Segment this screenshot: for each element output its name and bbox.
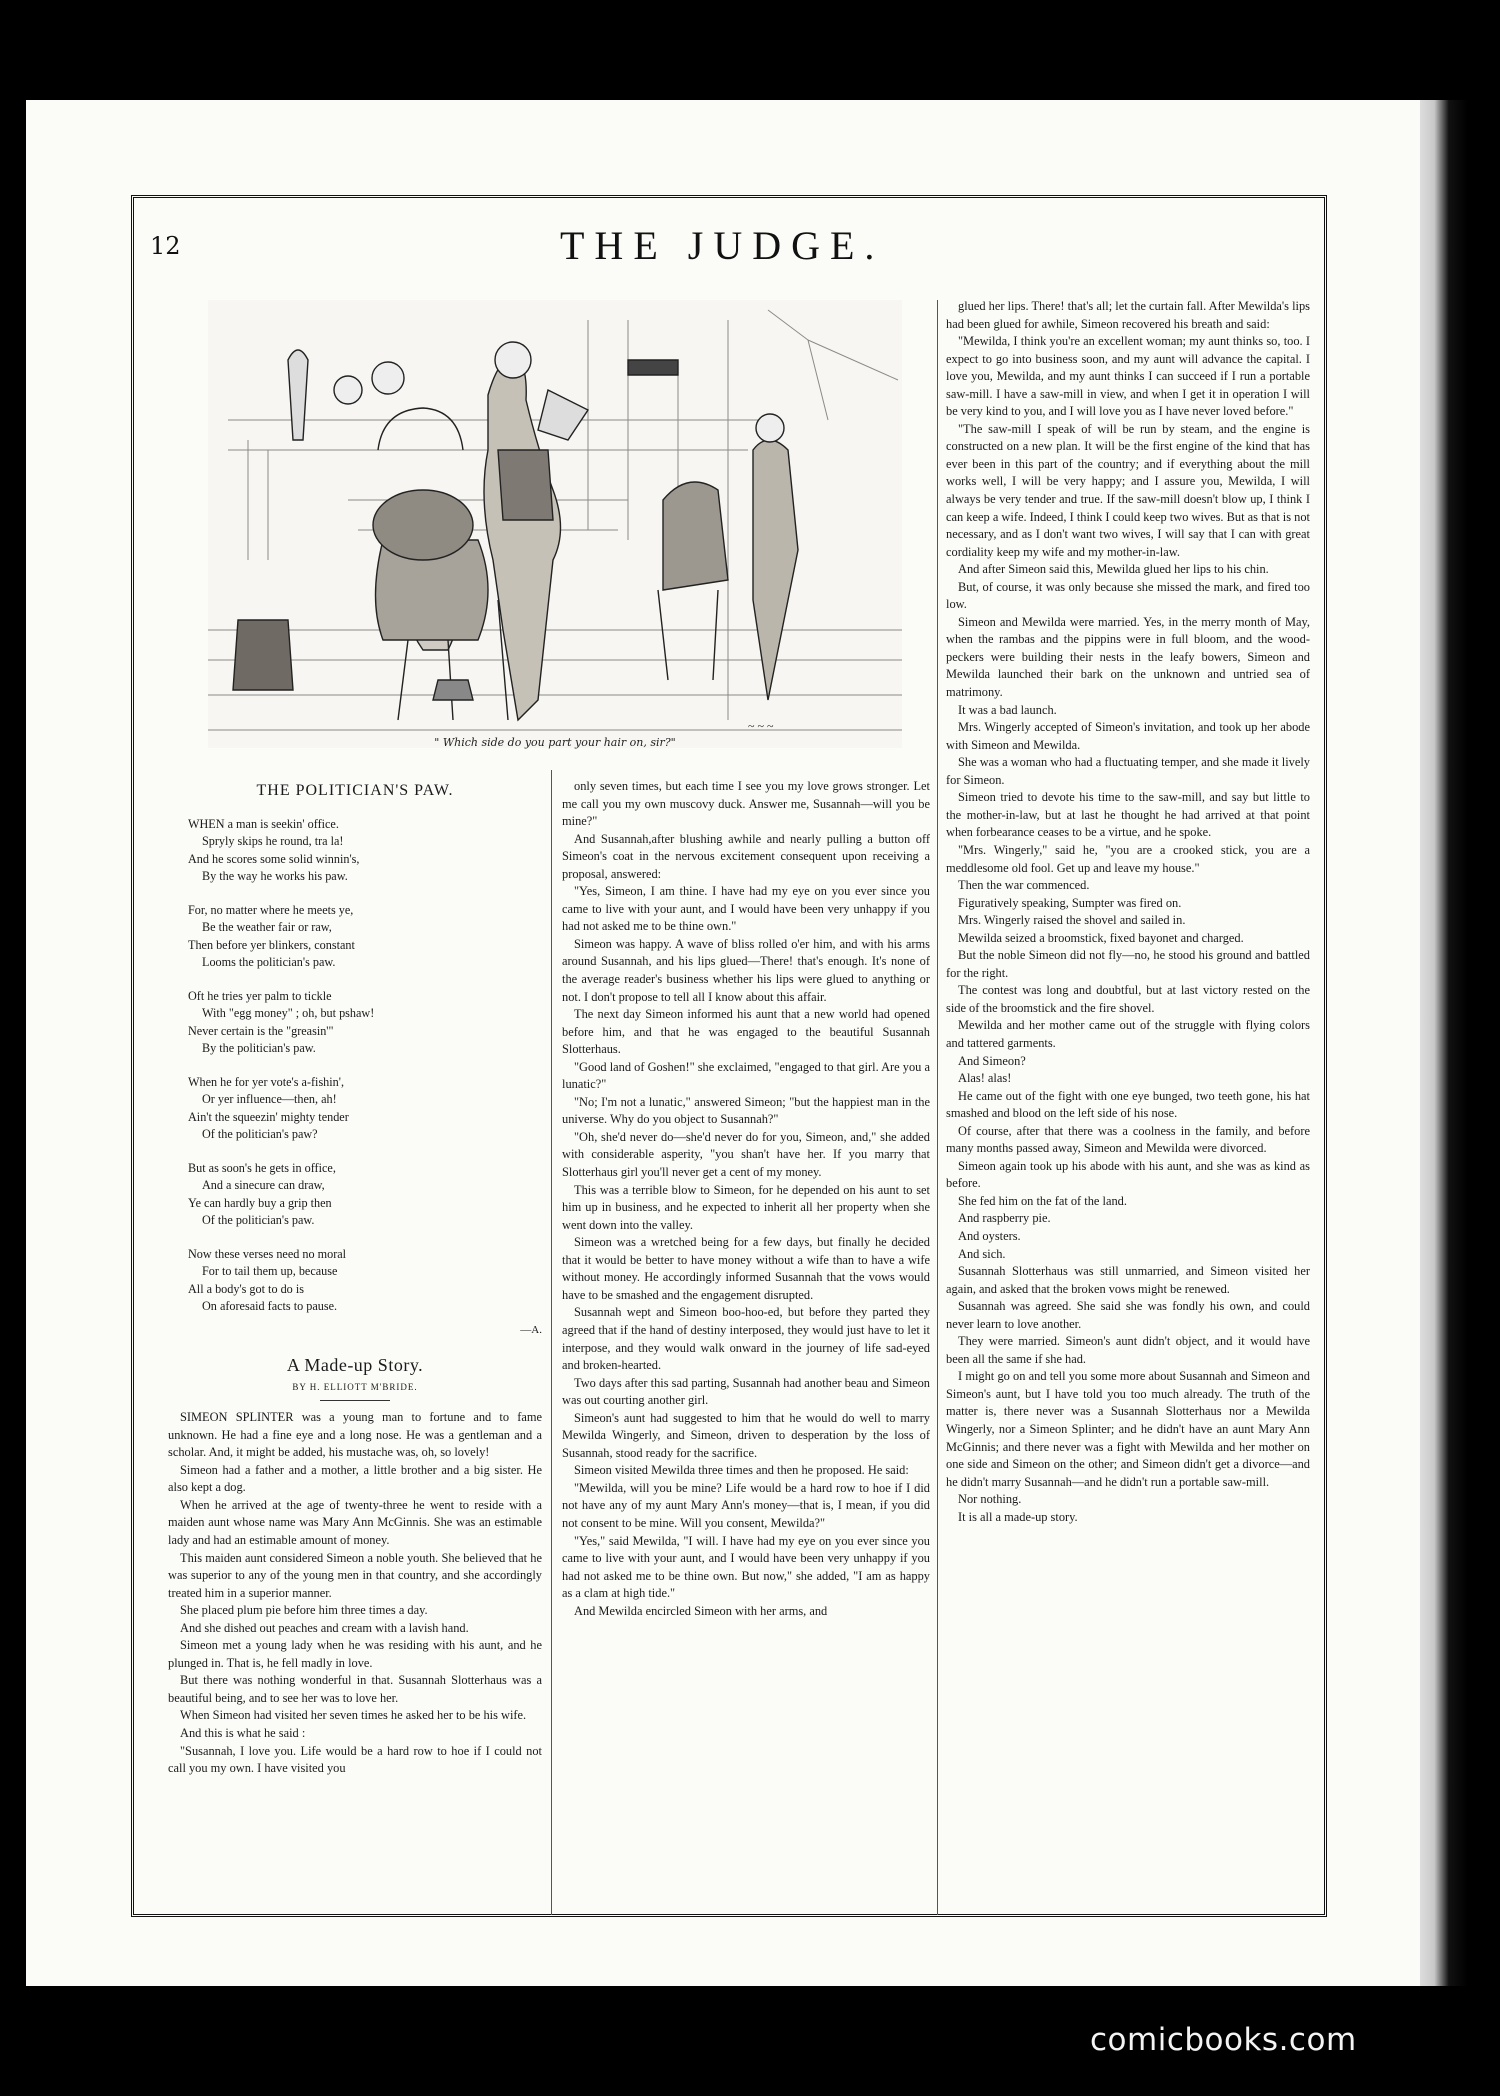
paragraph: And raspberry pie. [958,1211,1051,1226]
paragraph: Susannah Slotterhaus was still unmarried, and Simeon visited her again, and asked that the broken vows might be renewed. [946,1264,1310,1296]
paragraph: It is all a made-up story. [958,1509,1078,1524]
poem-stanza [188,902,542,972]
paragraph: And Susannah,after blushing awhile and nearly pulling a button off Simeon's coat in the nervous excitement consequent upon receiving a proposal, answered: [562,831,930,881]
paragraph: Susannah wept and Simeon boo-hoo-ed, but before they parted they agreed that if the hand of destiny interposed, they would just have to let it interpose, and they would walk onward in the journey of life sad-eyed and broken-hearted. [562,1305,930,1373]
paragraph: "Good land of Goshen!" she exclaimed, "engaged to that girl. Are you a lunatic?" [562,1059,930,1092]
watermark-credit: comicbooks.com [1090,2022,1357,2058]
paragraph: "Susannah, I love you. Life would be a hard row to hoe if I could not call you my own. I have visited you [168,1743,542,1776]
paragraph: Simeon's aunt had suggested to him that he would do well to marry Mewilda Wingerly, and Simeon, driven to desperation by the loss of Susannah, stood ready for the sacrifice. [562,1410,930,1460]
paragraph: And she dished out peaches and cream with a lavish hand. [180,1620,469,1635]
paragraph: I might go on and tell you some more about Susannah and Simeon and Simeon's aunt, but I have told you too much already. The truth of the matter is, there never was a Susannah Slotterhaus nor a Mewilda Wingerly, nor a Simeon Splinter; and he didn't have an aunt Mary Ann McGinnis; and there never was a fight with Mewilda and her mother on one side and Simeon on the other; and Simeon didn't get a divorce—and he didn't marry Susannah—and he didn't run a portable saw-mill. [946,1369,1310,1489]
paragraph: "Mewilda, I think you're an excellent woman; my aunt thinks so, too. I expect to go into business soon, and my aunt will advance the capital. I love you, Mewilda, and my aunt thinks I can succeed if I run a portable saw-mill. I have a saw-mill in view, and when I get it in operation I will be very kind to you, and I will love you as I have never loved before." [946,334,1310,419]
paragraph: "Yes, Simeon, I am thine. I have had my eye on you ever since you came to live with your aunt, and I would have been very unhappy if you had not asked me to be thine own." [562,884,930,934]
paragraph: And after Simeon said this, Mewilda glued her lips to his chin. [958,562,1269,577]
poem-line: Never certain is the "greasin'" [188,1023,334,1038]
poem-line: Ain't the squeezin' mighty tender [188,1109,349,1124]
paragraph: It was a bad launch. [958,702,1057,717]
column-divider-1 [551,770,552,1915]
paragraph: And sich. [958,1246,1006,1261]
paragraph: Nor nothing. [958,1492,1022,1507]
poem-stanza [188,1246,542,1316]
column-3-body [946,298,1310,1526]
paragraph: Figuratively speaking, Sumpter was fired on. [958,895,1182,910]
illustration-caption: " Which side do you part your hair on, sir?" [434,736,676,749]
paragraph: Simeon visited Mewilda three times and then he proposed. He said: [574,1463,909,1478]
paragraph: And oysters. [958,1228,1021,1243]
paragraph: This maiden aunt considered Simeon a noble youth. She believed that he was superior to any of the young men in that country, and she accordingly treated him in a superior manner. [168,1550,542,1600]
poem-line: Spryly skips he round, tra la! [202,834,344,849]
poem-line: Ye can hardly buy a grip then [188,1195,332,1210]
poem-line: And he scores some solid winnin's, [188,851,360,866]
paragraph: "Oh, she'd never do—she'd never do for you, Simeon, and," she added with considerable asperity, "you shan't have her. If you marry that Slotterhaus girl you'll never get a cent of my money. [562,1129,930,1180]
column-3 [946,298,1310,1526]
poem-line: By the politician's paw. [202,1041,316,1056]
poem-line: Of the politician's paw. [202,1213,315,1228]
paragraph: Mrs. Wingerly accepted of Simeon's invitation, and took up her abode with Simeon and Mewilda. [946,720,1310,752]
paragraph: glued her lips. There! that's all; let the curtain fall. After Mewilda's lips had been glued for awhile, Simeon recovered his breath and said: [946,299,1310,331]
paragraph: Simeon tried to devote his time to the saw-mill, and say but little to the mother-in-law, but at last he thought he had arrived at that point when forbearance ceases to be a virtue, and he spoke. [946,790,1310,840]
poem-line: With "egg money" ; oh, but pshaw! [202,1006,375,1021]
barbershop-illustration [208,300,902,748]
paragraph: Mewilda seized a broomstick, fixed bayonet and charged. [958,930,1244,945]
page-number: 12 [150,232,181,260]
paragraph: Susannah was agreed. She said she was fondly his own, and could never learn to love another. [946,1299,1310,1331]
paragraph: But there was nothing wonderful in that. Susannah Slotterhaus was a beautiful being, and to see her was to love her. [168,1673,542,1705]
paragraph: "Mewilda, will you be mine? Life would be a hard row to hoe if I did not have any of my aunt Mary Ann's money—that is, I mean, if you did not consent to be mine. Will you consent, Mewilda?" [562,1480,930,1530]
paragraph: And this is what he said : [180,1726,306,1741]
paragraph: Mewilda and her mother came out of the struggle with flying colors and tattered garments. [946,1018,1310,1050]
paragraph: But the noble Simeon did not fly—no, he stood his ground and battled for the right. [946,948,1310,980]
poem-line: For, no matter where he meets ye, [188,902,354,917]
poem-line: Looms the politician's paw. [202,955,336,970]
column-2-body [562,778,930,1620]
paragraph: Of course, after that there was a coolness in the family, and before many months passed away, Simeon and Mewilda were divorced. [946,1123,1310,1156]
paragraph: "Yes," said Mewilda, "I will. I have had my eye on you ever since you came to live with your aunt, and I would have been very unhappy if you had not asked me to be thine own. But now," she added, "I am as happy as a clam at high tide." [562,1533,930,1601]
page-binding-edge [1420,100,1468,1986]
poem-line: WHEN a man is seekin' office. [188,816,339,831]
poem-line: Oft he tries yer palm to tickle [188,988,332,1003]
paragraph: Simeon was a wretched being for a few days, but finally he decided that it would be better to have money without a wife than to have a wife without money. He accordingly informed Susannah that the vows would have to be smashed and the engagement disrupted. [562,1235,930,1302]
paragraph: The contest was long and doubtful, but at last victory rested on the side of the broomstick and the fire shovel. [946,983,1310,1015]
masthead-title: THE JUDGE. [560,223,885,268]
paragraph: Alas! alas! [958,1071,1012,1086]
paragraph: Two days after this sad parting, Susannah had another beau and Simeon was out courting another girl. [562,1375,930,1408]
poem-line: On aforesaid facts to pause. [202,1299,338,1314]
paragraph: SIMEON SPLINTER was a young man to fortune and to fame unknown. He had a fine eye and a long nose. He was a gentleman and a scholar. And, it might be added, his mustache was, oh, so lovely! [168,1410,542,1460]
poem-line: And a sinecure can draw, [202,1178,325,1193]
poem-line: By the way he works his paw. [202,869,348,884]
poem-stanza [188,1074,542,1144]
poem-line: Or yer influence—then, ah! [202,1092,337,1107]
poem-stanza [188,816,542,886]
paragraph: When he arrived at the age of twenty-three he went to reside with a maiden aunt whose name was Mary Ann McGinnis. She was an estimable lady and had an estimable amount of money. [168,1497,542,1548]
paragraph: "Mrs. Wingerly," said he, "you are a crooked stick, you are a meddlesome old fool. Get up and leave my house." [946,842,1310,875]
paragraph: But, of course, it was only because she missed the mark, and fired too low. [946,579,1310,612]
column-1-body [168,1409,542,1777]
paragraph: Simeon had a father and a mother, a little brother and a big sister. He also kept a dog. [168,1462,542,1495]
poem-title: THE POLITICIAN'S PAW. [256,782,454,799]
poem-line: Be the weather fair or raw, [202,920,332,935]
paragraph: Simeon met a young lady when he was residing with his aunt, and he plunged in. That is, he fell madly in love. [168,1638,542,1670]
paragraph: This was a terrible blow to Simeon, for he depended on his aunt to set him up in business, and he expected to inherit all her property when she went down into the valley. [562,1182,930,1232]
paragraph: She was a woman who had a fluctuating temper, and she made it lively for Simeon. [946,755,1310,787]
paragraph: The next day Simeon informed his aunt that a new world had opened before him, and that he was engaged to the beautiful Susannah Slotterhaus. [562,1007,930,1057]
paragraph: And Simeon? [958,1053,1026,1068]
title-rule [320,1400,390,1401]
svg-text:~ ~ ~: ~ ~ ~ [748,719,774,733]
poem-line: Of the politician's paw? [202,1127,318,1142]
paragraph: She fed him on the fat of the land. [958,1193,1127,1208]
poem-line: For to tail them up, because [202,1264,338,1279]
paragraph: "No; I'm not a lunatic," answered Simeon; "but the happiest man in the universe. Why do you object to Susannah?" [562,1094,930,1127]
poem-line: When he for yer vote's a-fishin', [188,1074,345,1089]
column-divider-2 [937,300,938,1915]
story-byline: BY H. ELLIOTT M'BRIDE. [292,1381,418,1392]
poem-line: All a body's got to do is [188,1281,304,1296]
paragraph: They were married. Simeon's aunt didn't object, and it would have been all the same if she had. [946,1334,1310,1366]
paragraph: Simeon again took up his abode with his aunt, and she was as kind as before. [946,1158,1310,1191]
paragraph: "The saw-mill I speak of will be run by steam, and the engine is constructed on a new plan. It will be the first engine of the kind that has ever been in this part of the country; and if everything about the mill works well, I will be very happy; and I assure you, Mewilda, I will always be very tender and true. If the saw-mill doesn't blow up, I think I can keep a wife. Indeed, I think I could keep two wives. But as that is not necessary, and as I don't want two wives, I will say that I can with great cordiality keep my wife and my mother-in-law. [946,421,1310,559]
poem-stanza [188,988,542,1058]
paragraph: Mrs. Wingerly raised the shovel and sailed in. [958,913,1186,928]
paragraph: Simeon and Mewilda were married. Yes, in the merry month of May, when the rambas and the pippins were in full bloom, and the wood-peckers were building their nests in the leafy bowers, Simeon and Mewilda launched their bark on the unknown and untried sea of matrimony. [946,614,1310,700]
paragraph: Simeon was happy. A wave of bliss rolled o'er him, and with his arms around Susannah, and his lips glued—There! that's enough. It's none of the average reader's business whether his lips were glued to anything or not. I don't propose to tell all I know about this affair. [562,936,930,1004]
story-title: A Made-up Story. [286,1355,424,1376]
poem-line: But as soon's he gets in office, [188,1160,336,1175]
paragraph: only seven times, but each time I see you my love grows stronger. Let me call you my own muscovy duck. Answer me, Susannah—will you be mine?" [562,779,930,829]
paragraph: And Mewilda encircled Simeon with her arms, and [574,1603,828,1618]
paragraph: Then the war commenced. [958,878,1090,893]
poem-stanza [188,1160,542,1230]
paragraph: He came out of the fight with one eye bunged, two teeth gone, his hat smashed and blood on the left side of his nose. [946,1088,1310,1121]
paragraph: When Simeon had visited her seven times he asked her to be his wife. [180,1708,527,1723]
poem-line: Then before yer blinkers, constant [188,937,355,952]
column-2 [562,778,930,1620]
poem-signature: —A. [520,1323,542,1336]
column-1 [168,770,542,1778]
paragraph: She placed plum pie before him three times a day. [180,1603,428,1618]
poem-line: Now these verses need no moral [188,1246,347,1261]
